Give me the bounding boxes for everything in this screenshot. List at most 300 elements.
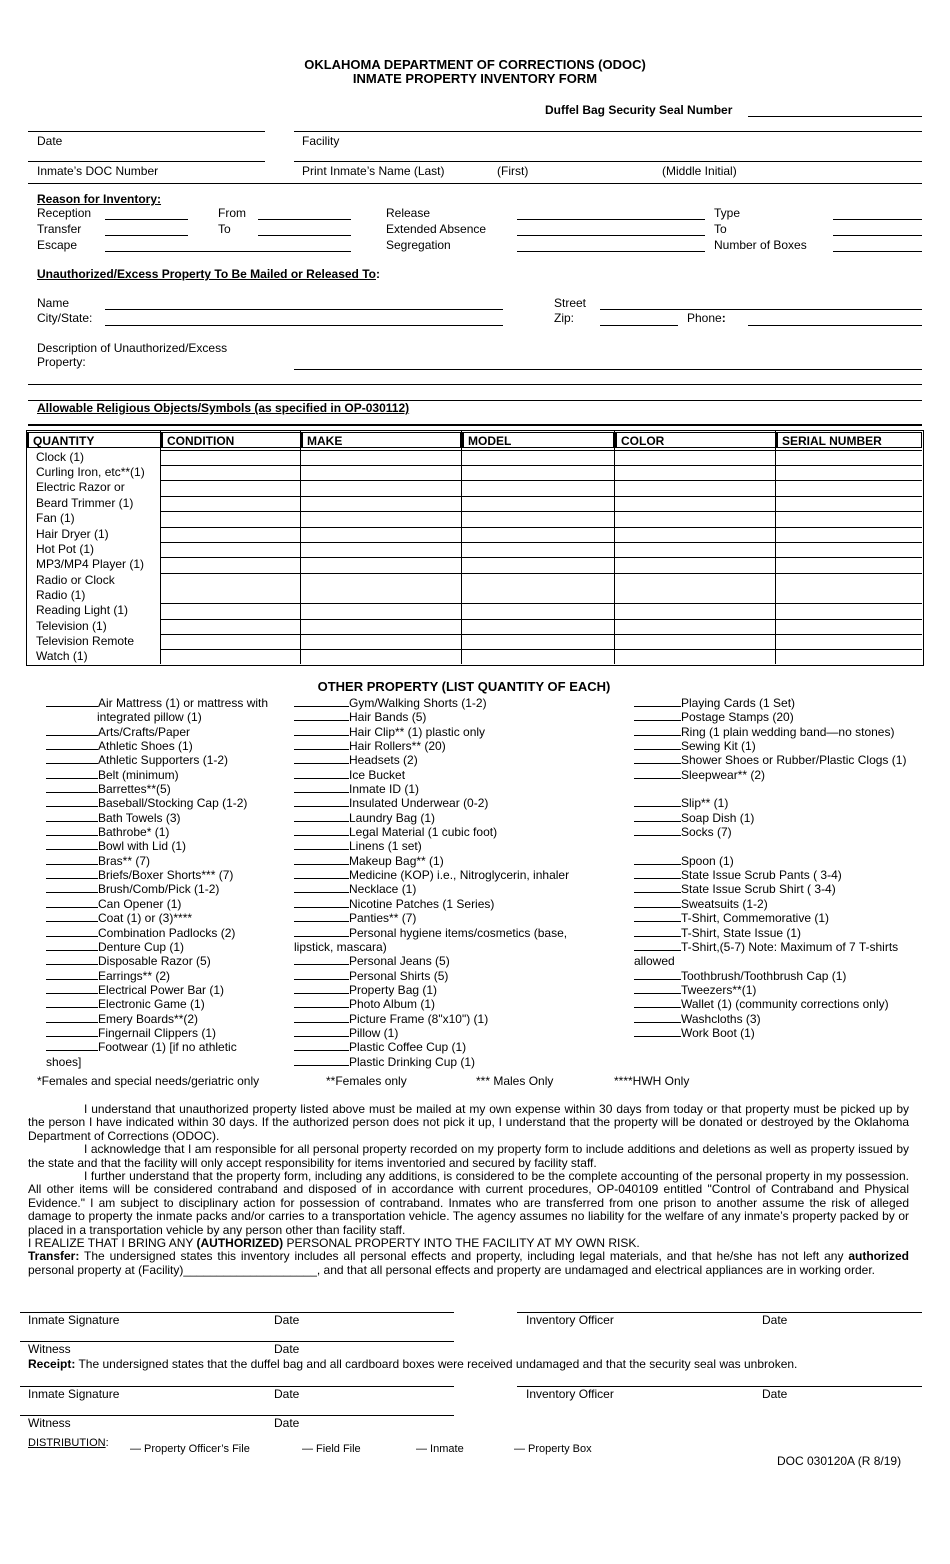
- item-fan: Fan (1): [36, 511, 75, 525]
- to2-label: To: [714, 222, 727, 236]
- risk-text-a: I REALIZE THAT I BRING ANY: [28, 1236, 197, 1251]
- other-property-item: [294, 710, 624, 724]
- other-property-item: [46, 854, 286, 868]
- other-property-label: lipstick, mascara): [294, 939, 387, 954]
- other-property-item: [294, 954, 624, 968]
- other-property-label: Ice Bucket: [349, 767, 406, 782]
- reception-label: Reception: [37, 206, 92, 220]
- receipt-witness-field[interactable]: [20, 1415, 454, 1416]
- mail-heading-text: Unauthorized/Excess Property To Be Mailed or Released To: [37, 267, 376, 281]
- item-curling-iron: Curling Iron, etc**(1): [36, 465, 145, 479]
- other-property-label: Air Mattress (1) or mattress with: [98, 696, 269, 710]
- mail-phone-text: Phone: [687, 311, 722, 325]
- mail-city-state-label: City/State:: [37, 311, 93, 325]
- other-property-item: [294, 969, 624, 983]
- other-property-item: [46, 710, 286, 724]
- quantity-field[interactable]: [634, 940, 681, 951]
- quantity-field[interactable]: [294, 954, 349, 965]
- quantity-field[interactable]: [46, 1040, 98, 1051]
- other-property-item: [46, 1040, 286, 1054]
- quantity-field[interactable]: [46, 969, 98, 980]
- transfer-field[interactable]: [105, 235, 188, 236]
- other-property-label: T-Shirt,(5-7) Note: Maximum of 7 T-shirts: [681, 939, 899, 954]
- quantity-field[interactable]: [294, 1055, 349, 1066]
- statement-transfer: [28, 1250, 909, 1277]
- other-property-item: [294, 897, 624, 911]
- other-property-label: Washcloths (3): [681, 1011, 761, 1026]
- quantity-field[interactable]: [294, 1012, 349, 1023]
- other-property-item: [634, 897, 934, 911]
- name-row-rule: [28, 183, 922, 184]
- other-property-label: Baseball/Stocking Cap (1-2): [98, 796, 248, 811]
- other-property-item: [294, 796, 624, 810]
- other-property-label: Linens (1 set): [349, 839, 422, 854]
- header-condition: CONDITION: [160, 432, 301, 448]
- mail-phone-field[interactable]: [748, 325, 922, 326]
- other-property-column-2: [294, 696, 624, 1069]
- quantity-field[interactable]: [46, 1026, 98, 1037]
- other-property-label: Arts/Crafts/Paper: [98, 724, 191, 739]
- release-field[interactable]: [517, 219, 705, 220]
- other-property-item: [46, 753, 286, 767]
- other-property-label: Sewing Kit (1): [681, 739, 756, 754]
- receipt-statement: [28, 1357, 797, 1371]
- escape-field[interactable]: [105, 251, 351, 252]
- quantity-field[interactable]: [294, 997, 349, 1008]
- to-field[interactable]: [258, 235, 351, 236]
- other-property-item: [294, 1026, 624, 1040]
- quantity-field[interactable]: [294, 1026, 349, 1037]
- form-title: OKLAHOMA DEPARTMENT OF CORRECTIONS (ODOC): [304, 57, 646, 72]
- receipt-officer-label: Inventory Officer: [526, 1387, 614, 1401]
- other-property-label: Coat (1) or (3)****: [98, 911, 193, 926]
- quantity-field[interactable]: [634, 710, 681, 721]
- receipt-inmate-signature-label: Inmate Signature: [28, 1387, 120, 1401]
- quantity-field[interactable]: [46, 854, 98, 865]
- other-property-label: Panties** (7): [349, 911, 417, 926]
- table-row-line: [160, 573, 922, 574]
- other-property-label: Bathrobe* (1): [98, 825, 170, 840]
- quantity-field[interactable]: [46, 868, 98, 879]
- quantity-field[interactable]: [634, 997, 681, 1008]
- receipt-witness-label: Witness: [28, 1416, 71, 1430]
- other-property-label: Work Boot (1): [681, 1025, 755, 1040]
- quantity-field[interactable]: [46, 882, 98, 893]
- other-property-item: [294, 825, 624, 839]
- other-property-label: Necklace (1): [349, 882, 417, 897]
- other-property-label: Headsets (2): [349, 753, 418, 768]
- statement-risk: [28, 1237, 909, 1250]
- item-mp3-player: MP3/MP4 Player (1): [36, 557, 145, 571]
- quantity-field[interactable]: [294, 911, 349, 922]
- other-property-label: Hair Bands (5): [349, 710, 427, 725]
- other-property-item: [46, 839, 286, 853]
- other-property-label: Laundry Bag (1): [349, 810, 436, 825]
- other-property-item: [634, 868, 934, 882]
- other-property-item: [634, 768, 934, 782]
- other-property-label: Can Opener (1): [98, 896, 182, 911]
- item-watch: Watch (1): [36, 649, 88, 663]
- other-property-label: Plastic Drinking Cup (1): [349, 1054, 476, 1069]
- header-make: MAKE: [300, 432, 461, 448]
- other-property-item: [634, 725, 934, 739]
- distribution-label-text: DISTRIBUTION: [28, 1437, 106, 1449]
- quantity-field[interactable]: [294, 782, 349, 793]
- quantity-field[interactable]: [46, 926, 98, 937]
- quantity-field[interactable]: [46, 983, 98, 994]
- transfer-text-a: The undersigned states this inventory includes all personal effects and property, including legal materials, and that he/she has not left any: [79, 1249, 849, 1264]
- other-property-item: [46, 997, 286, 1011]
- quantity-field[interactable]: [294, 969, 349, 980]
- description-field[interactable]: [294, 369, 922, 370]
- other-property-item: [634, 926, 934, 940]
- quantity-field[interactable]: [634, 969, 681, 980]
- quantity-field[interactable]: [634, 739, 681, 750]
- description-label-line1: Description of Unauthorized/Excess: [37, 341, 228, 355]
- witness-date-label: Date: [274, 1342, 300, 1356]
- inmate-last-name-label: Print Inmate’s Name (Last): [302, 164, 445, 178]
- item-radio: Radio (1): [36, 588, 86, 602]
- other-property-label: Bowl with Lid (1): [98, 839, 187, 854]
- number-of-boxes-label: Number of Boxes: [714, 238, 807, 252]
- distribution-property-box: — Property Box: [514, 1443, 592, 1455]
- other-property-label: State Issue Scrub Pants ( 3-4): [681, 868, 842, 883]
- other-property-item: [634, 739, 934, 753]
- legend-hwh: ****HWH Only: [614, 1074, 690, 1088]
- description-label-line2: Property:: [37, 355, 86, 369]
- other-property-item: [634, 710, 934, 724]
- quantity-field[interactable]: [46, 1012, 98, 1023]
- quantity-field[interactable]: [46, 954, 98, 965]
- quantity-field[interactable]: [634, 926, 681, 937]
- quantity-field[interactable]: [46, 940, 98, 951]
- other-property-label: Personal Shirts (5): [349, 968, 449, 983]
- other-property-item: [46, 739, 286, 753]
- table-row-line: [160, 649, 922, 650]
- quantity-field[interactable]: [294, 811, 349, 822]
- other-property-label: Legal Material (1 cubic foot): [349, 825, 498, 840]
- other-property-item: [46, 1012, 286, 1026]
- quantity-field[interactable]: [46, 782, 98, 793]
- quantity-field[interactable]: [294, 739, 349, 750]
- distribution-label: [28, 1437, 109, 1449]
- mail-street-field[interactable]: [600, 309, 922, 310]
- other-property-item: [294, 997, 624, 1011]
- mail-zip-label: Zip:: [554, 311, 575, 325]
- quantity-field[interactable]: [294, 882, 349, 893]
- other-property-item: [294, 725, 624, 739]
- witness-label: Witness: [28, 1342, 71, 1356]
- item-clock: Clock (1): [36, 450, 85, 464]
- other-property-item: [294, 1040, 624, 1054]
- other-property-item: [46, 868, 286, 882]
- other-property-label: Inmate ID (1): [349, 782, 420, 797]
- other-property-label: Ring (1 plain wedding band—no stones): [681, 724, 895, 739]
- other-property-column-3: [634, 696, 934, 1040]
- other-property-item: [634, 839, 934, 853]
- inventory-officer-date-label: Date: [762, 1313, 788, 1327]
- other-property-item: [294, 753, 624, 767]
- other-property-label: Photo Album (1): [349, 997, 436, 1012]
- header-model: MODEL: [461, 432, 614, 448]
- quantity-field[interactable]: [634, 725, 681, 736]
- receipt-witness-date-label: Date: [274, 1416, 300, 1430]
- other-property-label: Medicine (KOP) i.e., Nitroglycerin, inhaler: [349, 868, 570, 883]
- quantity-field[interactable]: [634, 854, 681, 865]
- item-electric-razor: Electric Razor or: [36, 480, 125, 494]
- other-property-label: Barrettes**(5): [98, 782, 171, 797]
- receipt-heading: Receipt:: [28, 1357, 76, 1371]
- distribution-inmate: — Inmate: [416, 1443, 464, 1455]
- other-property-item: [634, 696, 934, 710]
- other-property-heading: OTHER PROPERTY (LIST QUANTITY OF EACH): [317, 679, 611, 694]
- form-subtitle: INMATE PROPERTY INVENTORY FORM: [352, 71, 598, 86]
- other-property-item: [634, 911, 934, 925]
- other-property-item: [46, 969, 286, 983]
- other-property-item: [634, 940, 934, 954]
- other-property-label: Plastic Coffee Cup (1): [349, 1040, 467, 1055]
- to2-field[interactable]: [833, 235, 922, 236]
- mail-name-label: Name: [37, 296, 70, 310]
- quantity-field[interactable]: [294, 983, 349, 994]
- transfer-label: Transfer: [37, 222, 82, 236]
- item-reading-light: Reading Light (1): [36, 603, 129, 617]
- distribution-label-colon: :: [105, 1437, 109, 1449]
- other-property-item: [294, 911, 624, 925]
- statement-paragraph-1: I understand that unauthorized property listed above must be mailed at my own expense within 30 days from today or that property must be picked up by the person I have indicated within 30 days. If the authorized person does not pick it up, I understand that the property will be donated or destroyed by the Oklahoma Department of Corrections (ODOC).: [28, 1102, 909, 1143]
- distribution-field-file: — Field File: [302, 1443, 361, 1455]
- other-property-item: [46, 1026, 286, 1040]
- transfer-text-c: personal property at (Facility)____________________, and that all personal effects and property are undamaged and electrical appliances are in working order.: [28, 1262, 875, 1277]
- quantity-field[interactable]: [294, 839, 349, 850]
- quantity-field[interactable]: [46, 739, 98, 750]
- other-property-label: Sweatsuits (1-2): [681, 896, 768, 911]
- from-label: From: [218, 206, 246, 220]
- distribution-property-officer-file: — Property Officer’s File: [130, 1443, 250, 1455]
- other-property-label: Hair Clip** (1) plastic only: [349, 724, 486, 739]
- quantity-field[interactable]: [294, 897, 349, 908]
- other-property-label: Denture Cup (1): [98, 939, 185, 954]
- receipt-officer-date-label: Date: [762, 1387, 788, 1401]
- quantity-field[interactable]: [46, 911, 98, 922]
- other-property-item: [294, 839, 624, 853]
- facility-top-rule: [294, 131, 922, 132]
- inventory-officer-label: Inventory Officer: [526, 1313, 614, 1327]
- quantity-field[interactable]: [634, 911, 681, 922]
- other-property-label: Makeup Bag** (1): [349, 853, 444, 868]
- other-property-item: [46, 825, 286, 839]
- other-property-label: Property Bag (1): [349, 982, 438, 997]
- other-property-item: [46, 782, 286, 796]
- other-property-item: [46, 954, 286, 968]
- other-property-item: [46, 696, 286, 710]
- mail-zip-field[interactable]: [600, 325, 678, 326]
- other-property-label: Socks (7): [681, 825, 732, 840]
- other-property-label: Bras** (7): [98, 853, 151, 868]
- table-row-line: [160, 557, 922, 558]
- other-property-item: [294, 696, 624, 710]
- header-quantity: QUANTITY: [26, 432, 161, 448]
- quantity-field[interactable]: [46, 768, 98, 779]
- table-row-line: [160, 634, 922, 635]
- inmate-first-name-label: (First): [497, 164, 529, 178]
- quantity-field[interactable]: [294, 710, 349, 721]
- other-property-item: [294, 739, 624, 753]
- seal-number-field[interactable]: [748, 116, 922, 117]
- mail-phone-colon: :: [721, 311, 726, 325]
- item-hot-pot: Hot Pot (1): [36, 542, 95, 556]
- doc-number-label: Inmate’s DOC Number: [37, 164, 159, 178]
- quantity-field[interactable]: [294, 926, 349, 937]
- quantity-field[interactable]: [294, 796, 349, 807]
- other-property-label: Wallet (1) (community corrections only): [681, 997, 889, 1012]
- quantity-field[interactable]: [634, 1012, 681, 1023]
- quantity-field[interactable]: [294, 768, 349, 779]
- table-row-line: [160, 603, 922, 604]
- quantity-field[interactable]: [634, 768, 681, 779]
- date-field[interactable]: [28, 161, 265, 162]
- statements: [28, 1103, 909, 1277]
- risk-text-bold: (AUTHORIZED): [196, 1236, 284, 1251]
- quantity-field[interactable]: [46, 839, 98, 850]
- inmate-signature-label: Inmate Signature: [28, 1313, 120, 1327]
- statement-paragraph-2: I acknowledge that I am responsible for all personal property recorded on my property form to include additions and deletions as well as property issued by the state and that the facility will only accept responsibility for items inventoried and secured by facility staff.: [28, 1142, 909, 1170]
- type-field[interactable]: [833, 219, 922, 220]
- other-property-label: Nicotine Patches (1 Series): [349, 896, 495, 911]
- number-of-boxes-field[interactable]: [833, 251, 922, 252]
- facility-field[interactable]: [294, 161, 922, 162]
- other-property-item: [634, 753, 934, 767]
- quantity-field[interactable]: [634, 796, 681, 807]
- mail-name-field[interactable]: [105, 309, 503, 310]
- other-property-item: [46, 725, 286, 739]
- other-property-item: [46, 940, 286, 954]
- other-property-label: Gym/Walking Shorts (1-2): [349, 696, 487, 710]
- other-property-label: Electronic Game (1): [98, 997, 205, 1012]
- other-property-label: Soap Dish (1): [681, 810, 755, 825]
- other-property-label: Postage Stamps (20): [681, 710, 794, 725]
- inmate-middle-initial-label: (Middle Initial): [662, 164, 737, 178]
- other-property-label: State Issue Scrub Shirt ( 3-4): [681, 882, 836, 897]
- quantity-field[interactable]: [294, 753, 349, 764]
- other-property-item: [634, 954, 934, 968]
- other-property-item: [46, 882, 286, 896]
- quantity-field[interactable]: [46, 997, 98, 1008]
- other-property-label: Brush/Comb/Pick (1-2): [98, 882, 220, 897]
- mail-city-state-field[interactable]: [105, 325, 503, 326]
- mail-street-label: Street: [554, 296, 587, 310]
- other-property-item: [294, 1012, 624, 1026]
- other-property-item: [634, 854, 934, 868]
- quantity-field[interactable]: [294, 696, 349, 707]
- legend-females-special: *Females and special needs/geriatric only: [37, 1074, 260, 1088]
- witness-signature-field[interactable]: [20, 1341, 454, 1342]
- other-property-label: Athletic Supporters (1-2): [98, 753, 229, 768]
- quantity-field[interactable]: [46, 811, 98, 822]
- date-label: Date: [37, 134, 63, 148]
- quantity-field[interactable]: [46, 825, 98, 836]
- mail-heading-colon: :: [375, 267, 380, 281]
- other-property-label: Electrical Power Bar (1): [98, 982, 225, 997]
- table-row-line: [160, 465, 922, 466]
- quantity-field[interactable]: [634, 811, 681, 822]
- quantity-field[interactable]: [634, 1026, 681, 1037]
- item-beard-trimmer: Beard Trimmer (1): [36, 496, 134, 510]
- quantity-field[interactable]: [294, 868, 349, 879]
- mail-heading: [37, 267, 380, 281]
- legend-males: *** Males Only: [476, 1074, 554, 1088]
- header-serial-number: SERIAL NUMBER: [775, 432, 922, 448]
- item-television-remote: Television Remote: [36, 634, 135, 648]
- quantity-field[interactable]: [634, 753, 681, 764]
- other-property-item: [46, 926, 286, 940]
- quantity-field[interactable]: [46, 796, 98, 807]
- extended-absence-field[interactable]: [517, 235, 705, 236]
- segregation-label: Segregation: [386, 238, 451, 252]
- quantity-field[interactable]: [46, 753, 98, 764]
- other-property-item: [46, 983, 286, 997]
- quantity-field[interactable]: [46, 696, 98, 707]
- extended-absence-label: Extended Absence: [386, 222, 487, 236]
- description-field-line2[interactable]: [28, 384, 922, 385]
- table-row-line: [160, 496, 922, 497]
- other-property-label: Picture Frame (8"x10") (1): [349, 1011, 489, 1026]
- quantity-field[interactable]: [634, 696, 681, 707]
- other-property-label: Emery Boards**(2): [98, 1011, 199, 1026]
- segregation-field[interactable]: [517, 251, 705, 252]
- other-property-item: [46, 911, 286, 925]
- reception-field[interactable]: [105, 219, 188, 220]
- other-property-item: [634, 782, 934, 796]
- escape-label: Escape: [37, 238, 78, 252]
- quantity-field[interactable]: [294, 725, 349, 736]
- from-field[interactable]: [258, 219, 351, 220]
- other-property-item: [46, 811, 286, 825]
- quantity-field[interactable]: [634, 897, 681, 908]
- other-property-item: [46, 897, 286, 911]
- inmate-signature-date-label: Date: [274, 1313, 300, 1327]
- other-property-label: Footwear (1) [if no athletic: [98, 1040, 237, 1055]
- quantity-field[interactable]: [294, 825, 349, 836]
- other-property-label: Personal hygiene items/cosmetics (base,: [349, 925, 568, 940]
- other-property-item: [294, 811, 624, 825]
- other-property-label: shoes]: [46, 1054, 82, 1069]
- other-property-label: Fingernail Clippers (1): [98, 1025, 217, 1040]
- quantity-field[interactable]: [46, 897, 98, 908]
- quantity-field[interactable]: [294, 1040, 349, 1051]
- property-table: [26, 430, 924, 666]
- item-radio-clock: Radio or Clock: [36, 573, 115, 587]
- other-property-label: Pillow (1): [349, 1025, 399, 1040]
- quantity-field[interactable]: [634, 825, 681, 836]
- quantity-field[interactable]: [294, 854, 349, 865]
- release-label: Release: [386, 206, 431, 220]
- quantity-field[interactable]: [634, 868, 681, 879]
- quantity-field[interactable]: [46, 725, 98, 736]
- religious-field[interactable]: [28, 424, 922, 426]
- other-property-label: Slip** (1): [681, 796, 729, 811]
- seal-number-label: Duffel Bag Security Seal Number: [545, 103, 733, 117]
- quantity-field[interactable]: [634, 983, 681, 994]
- date-top-rule: [28, 131, 265, 132]
- other-property-item: [294, 926, 624, 940]
- receipt-inmate-date-label: Date: [274, 1387, 300, 1401]
- quantity-field[interactable]: [634, 882, 681, 893]
- other-property-item: [294, 940, 624, 954]
- other-property-item: [294, 1055, 624, 1069]
- table-row-line: [160, 511, 922, 512]
- other-property-column-1: [46, 696, 286, 1069]
